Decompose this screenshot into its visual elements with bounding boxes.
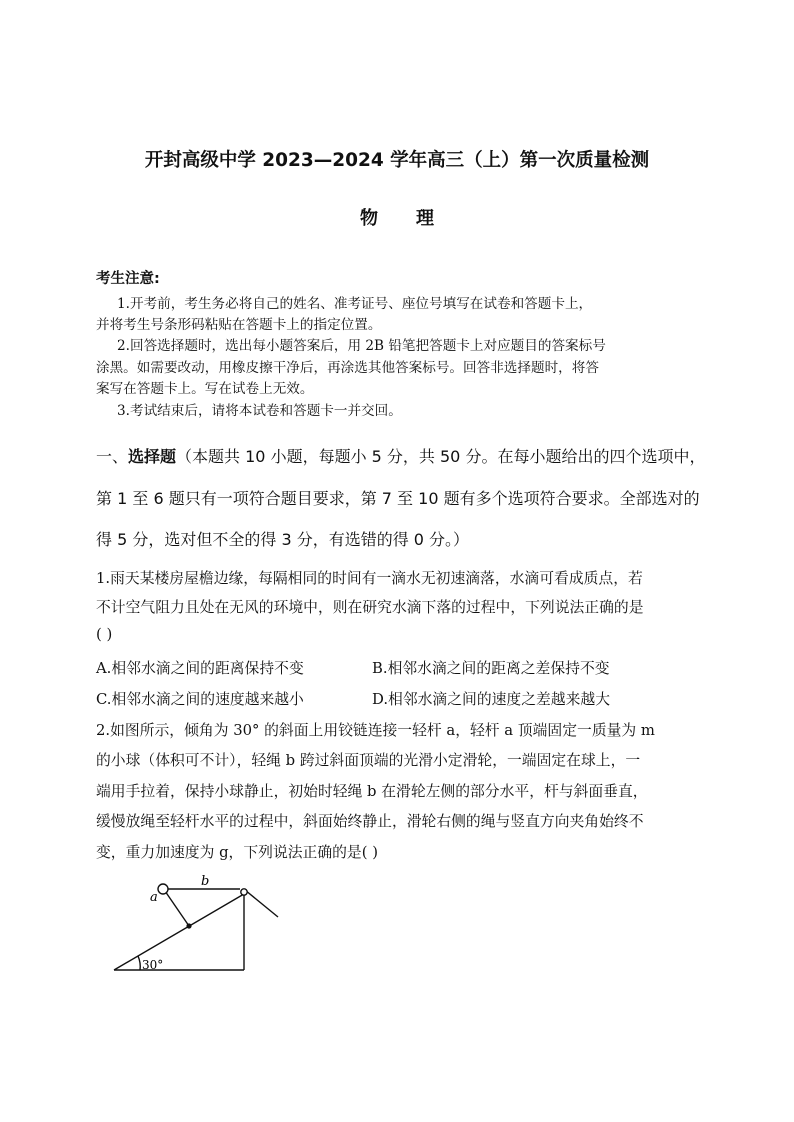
subject-title: 物理 — [360, 208, 472, 229]
section-line-2: 第 1 至 6 题只有一项符合题目要求，第 7 至 10 题有多个选项符合要求。全部选对的 — [96, 489, 700, 508]
q2-line-4: 缓慢放绳至轻杆水平的过程中，斜面始终静止，滑轮右侧的绳与竖直方向夹角始终不 — [96, 813, 644, 830]
label-a: a — [150, 890, 158, 905]
section-heading — [96, 444, 705, 467]
q2-line-1: 2.如图所示，倾角为 30° 的斜面上用铰链连接一轻杆 a，轻杆 a 顶端固定一质量为 m — [96, 722, 655, 739]
q1-line-2: 不计空气阻力且处在无风的环境中，则在研究水滴下落的过程中，下列说法正确的是 — [96, 599, 644, 616]
section-line-3: 得 5 分，选对但不全的得 3 分，有选错的得 0 分。） — [96, 530, 470, 549]
pulley — [241, 889, 247, 895]
hinge — [186, 923, 191, 928]
q1-option-a: A.相邻水滴之间的距离保持不变 — [96, 660, 304, 677]
q1-option-b: B.相邻水滴之间的距离之差保持不变 — [372, 660, 610, 677]
q1-option-d: D.相邻水滴之间的速度之差越来越大 — [372, 691, 610, 708]
exam-title: 开封高级中学 2023—2024 学年高三（上）第一次质量检测 — [144, 150, 650, 171]
angle-label: 30° — [142, 958, 164, 972]
notice-line-5: 案写在答题卡上。写在试卷上无效。 — [96, 381, 314, 397]
notice-line-2: 并将考生号条形码粘贴在答题卡上的指定位置。 — [96, 317, 382, 333]
rope-b-right — [245, 890, 278, 917]
label-b: b — [201, 874, 210, 889]
q2-line-2: 的小球（体积可不计），轻绳 b 跨过斜面顶端的光滑小定滑轮，一端固定在球上，一 — [96, 752, 641, 769]
q1-option-c: C.相邻水滴之间的速度越来越小 — [96, 691, 304, 708]
incline-figure — [100, 870, 290, 980]
notice-heading: 考生注意: — [96, 271, 160, 287]
ball — [158, 884, 168, 894]
q2-line-5: 变，重力加速度为 g，下列说法正确的是( ) — [96, 844, 378, 861]
rod-a — [165, 891, 189, 926]
section-prefix: 一、 — [96, 447, 129, 466]
angle-arc — [138, 956, 140, 970]
q1-line-1: 1.雨天某楼房屋檐边缘，每隔相同的时间有一滴水无初速滴落，水滴可看成质点，若 — [96, 570, 643, 587]
section-line-1: （本题共 10 小题，每题小 5 分，共 50 分。在每小题给出的四个选项中， — [176, 447, 706, 466]
section-name: 选择题 — [128, 447, 177, 466]
notice-line-3: 2.回答选择题时，选出每小题答案后，用 2B 铅笔把答题卡上对应题目的答案标号 — [117, 338, 606, 354]
notice-line-4: 涂黑。如需要改动，用橡皮擦干净后，再涂选其他答案标号。回答非选择题时，将答 — [96, 360, 599, 376]
q2-line-3: 端用手拉着，保持小球静止，初始时轻绳 b 在滑轮左侧的部分水平，杆与斜面垂直， — [96, 783, 648, 800]
incline-surface — [114, 894, 244, 970]
notice-line-6: 3.考试结束后，请将本试卷和答题卡一并交回。 — [117, 403, 402, 419]
notice-line-1: 1.开考前，考生务必将自己的姓名、准考证号、座位号填写在试卷和答题卡上， — [117, 296, 593, 312]
q1-line-3: ( ) — [96, 626, 113, 643]
